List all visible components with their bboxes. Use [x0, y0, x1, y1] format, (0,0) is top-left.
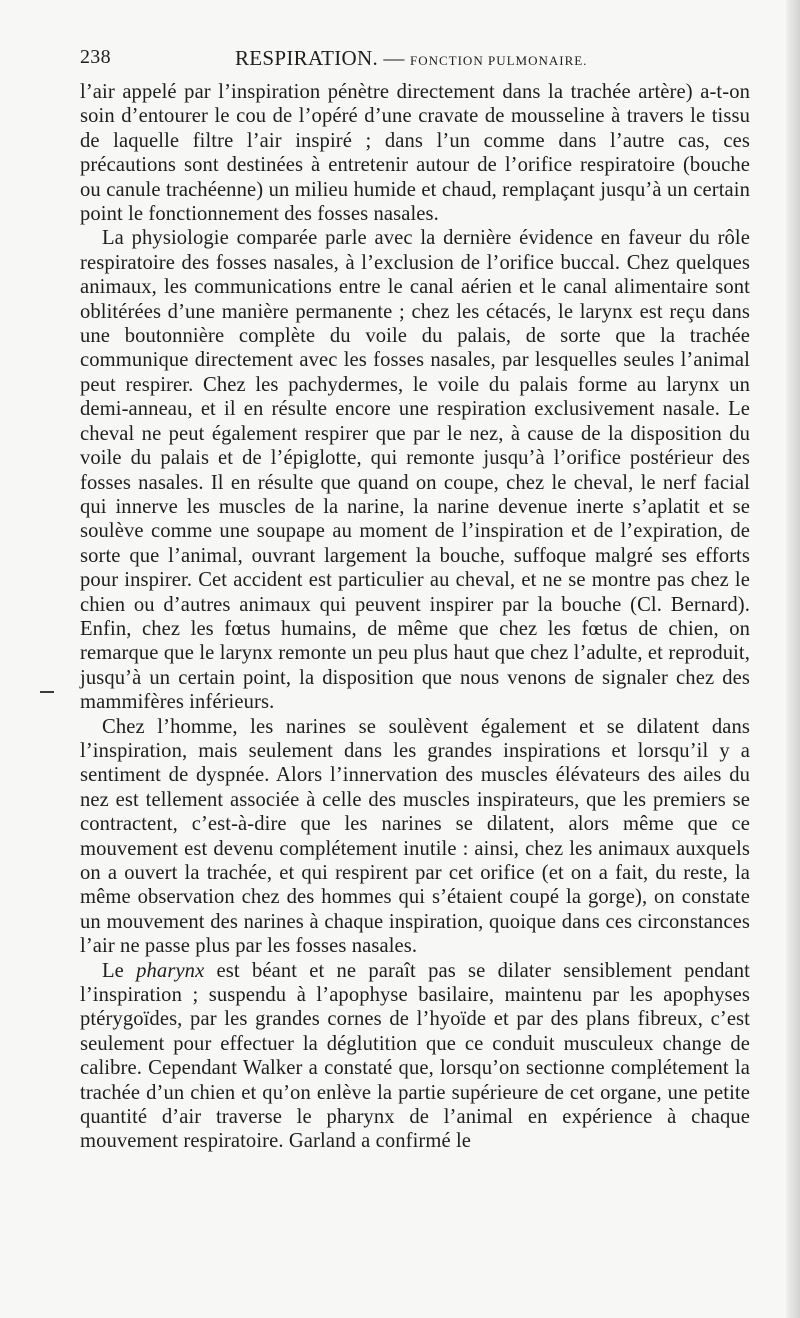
paragraph-3: Chez l’homme, les narines se soulèvent également et se dilatent dans l’inspiration, mais seulement dans les grandes inspirations et lorsqu’il y a sentiment de dyspnée. Alors l’innervation des muscles élévateurs des ailes du nez est tellement associée à celle des muscles inspirateurs, que les premiers se contractent, c’est-à-dire que les narines se dilatent, alors même que ce mouvement est devenu complétement inutile : ainsi, chez les animaux auxquels on a ouvert la trachée, et qui respirent par cet orifice (et on a fait, du reste, la même observation chez des hommes qui s’étaient coupé la gorge), on constate un mouvement des narines à chaque inspiration, quoique dans ces circonstances l’air ne passe plus par les fosses nasales. — [80, 715, 750, 958]
running-head-separator: — — [383, 46, 405, 70]
paragraph-4-term: pharynx — [136, 959, 205, 982]
paragraph-2: La physiologie comparée parle avec la dernière évidence en faveur du rôle respiratoire des fosses nasales, à l’exclusion de l’orifice buccal. Chez quelques animaux, les communications entre le canal aérien et le canal alimentaire sont oblitérées d’une manière permanente ; chez les cétacés, le larynx est reçu dans une boutonnière complète du voile du palais, de sorte que la trachée communique directement avec les fosses nasales, par lesquelles seules l’animal peut respirer. Chez les pachydermes, le voile du palais forme au larynx un demi-anneau, et il en résulte encore une respiration exclusivement nasale. Le cheval ne peut également respirer que par le nez, à cause de la disposition du voile du palais et de l’épiglotte, qui remonte jusqu’à l’orifice postérieur des fosses nasales. Il en résulte que quand on coupe, chez le cheval, le nerf facial qui innerve les muscles de la narine, la narine devenue inerte s’aplatit et se soulève comme une soupape au moment de l’inspiration et de l’expiration, de sorte que l’animal, ouvrant largement la bouche, suffoque malgré ses efforts pour inspirer. Cet accident est particulier au cheval, et ne se montre pas chez le chien ou d’autres animaux qui peuvent inspirer par la bouche (Cl. Bernard). Enfin, chez les fœtus humains, de même que chez les fœtus de chien, on remarque que le larynx remonte un peu plus haut que chez l’adulte, et reproduit, jusqu’à un certain point, la disposition que nous venons de signaler chez des mammifères inférieurs. — [80, 227, 750, 714]
body-text — [80, 80, 750, 1154]
paragraph-4 — [80, 959, 750, 1154]
running-head-title: RESPIRATION. — [235, 46, 379, 70]
running-head — [235, 46, 587, 71]
page-gutter-shadow — [786, 0, 800, 1318]
page-number: 238 — [80, 46, 111, 68]
running-head-subtitle: FONCTION PULMONAIRE. — [409, 53, 588, 68]
page-header — [80, 46, 750, 80]
paragraph-1: l’air appelé par l’inspiration pénètre directement dans la trachée artère) a-t-on soin d’entourer le cou de l’opéré d’une cravate de mousseline à travers le tissu de laquelle filtre l’air inspiré ; dans l’un comme dans l’autre cas, ces précautions sont destinées à entretenir autour de l’orifice respiratoire (bouche ou canule trachéenne) un milieu humide et chaud, remplaçant jusqu’à un certain point le fonctionnement des fosses nasales. — [80, 81, 750, 226]
paragraph-4-rest: est béant et ne paraît pas se dilater sensiblement pendant l’inspiration ; suspendu à l’apophyse basilaire, maintenu par les apophyses ptérygoïdes, par les grandes cornes de l’hyoïde et par des plans fibreux, c’est seulement pour effectuer la déglutition que ce conduit musculeux change de calibre. Cependant Walker a constaté que, lorsqu’on sectionne complétement la trachée d’un chien et qu’on enlève la partie supérieure de cet organe, une petite quantité d’air traverse le pharynx de l’animal en expérience à chaque mouvement respiratoire. Garland a confirmé le — [80, 959, 750, 1153]
margin-mark — [40, 691, 54, 693]
paragraph-4-lead: Le — [102, 959, 137, 982]
